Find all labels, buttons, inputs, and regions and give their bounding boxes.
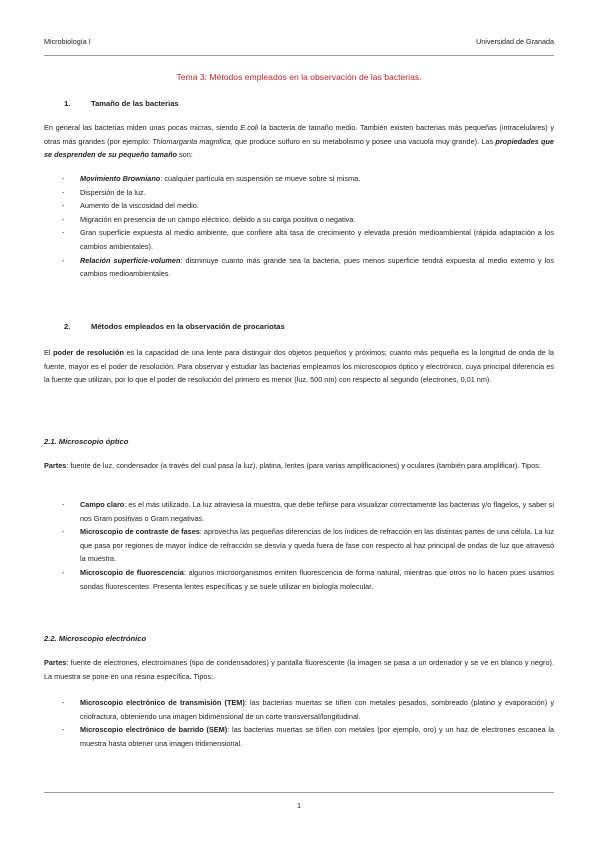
header-university: Universidad de Granada xyxy=(476,37,554,46)
section-1-number: 1. xyxy=(64,99,71,108)
section-2-heading xyxy=(44,320,554,334)
species-name: Thiomargarita magnifica xyxy=(152,136,231,146)
header-course: Microbiología I xyxy=(44,37,91,46)
term: Microscopio de contraste de fases xyxy=(80,527,200,537)
page-header xyxy=(44,37,554,46)
text-run: El xyxy=(44,348,54,357)
text-run: es la capacidad de una lente para distinguir dos objetos pequeños y próximos; cuanto más pequeña es la longitud de onda de la fuente, mayor es el poder de resolución. Para observar y estudiar las bacterias empleamos los microscopios óptico y electrónico, cuya principal diferencia es la fuente que utilizan, por lo que el poder de resolución del primero es menor (luz, 500 nm) con respecto al segundo (electrones, 0,01 nm). xyxy=(44,348,554,385)
subsection-2-2-list xyxy=(44,696,554,750)
list-item xyxy=(44,696,554,723)
section-2-title: Métodos empleados en la observación de procariotas xyxy=(91,322,285,331)
list-item: - Aumento de la viscosidad del medio. xyxy=(44,199,554,213)
page-number: 1 xyxy=(296,801,302,810)
subsection-2-1-list xyxy=(44,498,554,593)
emphasis: propiedades que se desprenden de su pequeño tamaño xyxy=(44,136,554,160)
list-item xyxy=(44,723,554,750)
definition: : aprovecha las pequeñas diferencias de los índices de refracción en las distintas partes de una célula. La luz que pasa por regiones de mayor índice de refracción se desvía y queda fuera de fase con respecto al haz principal de ondas de luz que atravesó la muestra. xyxy=(80,527,554,564)
section-2-number: 2. xyxy=(64,322,71,331)
definition: : las bacterias muertas se tiñen con metales pesados, sombreado (platino y evaporación) y criofractura, obteniendo una imagen bidimensional de un corte transversal/longitudinal. xyxy=(80,698,554,721)
footer-divider xyxy=(44,792,554,793)
definition: : cualquier partícula en suspensión se mueve sobre sí misma. xyxy=(160,174,361,183)
section-1-paragraph xyxy=(44,121,554,162)
text-run: la bacteria de tamaño medio. También existen bacterias más pequeñas (intracelulares) y otras más grandes (por ejemplo: xyxy=(44,123,554,146)
subsection-2-1-paragraph xyxy=(44,459,554,473)
term: Partes xyxy=(44,658,67,667)
subsection-2-2-heading: 2.2. Microscopio electrónico xyxy=(44,634,147,643)
list-item xyxy=(44,566,554,593)
list-item: - Gran superficie expuesta al medio ambiente, que confiere alta tasa de crecimiento y elevada presión medioambiental (rápida adaptación a los cambios ambientales). xyxy=(44,226,554,253)
list-item xyxy=(44,172,554,186)
subsection-2-1-heading: 2.1. Microscopio óptico xyxy=(44,437,129,446)
species-name: E.coli xyxy=(240,123,259,132)
list-item: - Dispersión de la luz. xyxy=(44,186,554,200)
list-item xyxy=(44,498,554,525)
text-run: En general las bacterias miden unas pocas micras, siendo xyxy=(44,123,241,132)
section-1-list xyxy=(44,172,554,281)
term: Partes xyxy=(44,461,67,470)
document-title: Tema 3: Métodos empleados en la observación de las bacterias. xyxy=(176,72,422,82)
text-run: : fuente de luz, condensador (a través del cual pasa la luz), platina, lentes (para varias amplificaciones) y oculares (también para amplificar). Tipos: xyxy=(66,461,541,470)
definition: : es el más utilizado. La luz atraviesa la muestra, que debe teñirse para visualizar correctamente las bacterias y/o flagelos, y saber si nos Gram positivas o Gram negativas. xyxy=(80,500,554,523)
list-item xyxy=(44,254,554,281)
list-item xyxy=(44,525,554,566)
definition: : las bacterias muertas se tiñen con metales (por ejemplo, oro) y un haz de electrones escanea la muestra hasta obtener una imagen tridimensional. xyxy=(80,725,554,748)
text-run: : fuente de electrones, electroimanes (tipo de condensadores) y pantalla fluorescente (la imagen se pasa a un ordenador y se ve en blanco y negro). La muestra se pone en una resina específica. Tipos: xyxy=(44,658,554,681)
term: Microscopio electrónico de barrido (SEM) xyxy=(80,725,228,735)
term: Microscopio electrónico de transmisión (TEM) xyxy=(80,698,245,707)
term: Movimiento Browniano xyxy=(80,174,161,183)
term: Relación superficie-volumen xyxy=(80,255,181,265)
section-1-title: Tamaño de las bacterias xyxy=(91,99,179,108)
list-item: - Migración en presencia de un campo eléctrico, debido a su carga positiva o negativa. xyxy=(44,213,554,227)
definition: : algunos microorganismos emiten fluorescencia de forma natural, mientras que otros no lo hacen pues usamos sondas fluorescentes. Presenta lentes específicas y se suele utilizar en biología molecular. xyxy=(80,567,555,591)
term: poder de resolución xyxy=(53,348,124,357)
definition: : disminuye cuanto más grande sea la bacteria, pues menos superficie tendrá expuesta al medio externo y los cambios medioambientales. xyxy=(80,255,554,279)
text-run: son: xyxy=(177,150,193,160)
header-divider xyxy=(44,55,554,56)
section-1-heading xyxy=(44,97,554,111)
subsection-2-2-paragraph xyxy=(44,656,554,683)
term: Campo claro xyxy=(80,500,125,509)
document-page xyxy=(44,0,554,848)
term: Microscopio de fluorescencia xyxy=(80,567,184,577)
section-2-paragraph xyxy=(44,346,554,387)
text-run: , que produce sulfuro en su metabolismo y posee una vacuola muy grande). Las xyxy=(230,136,496,146)
